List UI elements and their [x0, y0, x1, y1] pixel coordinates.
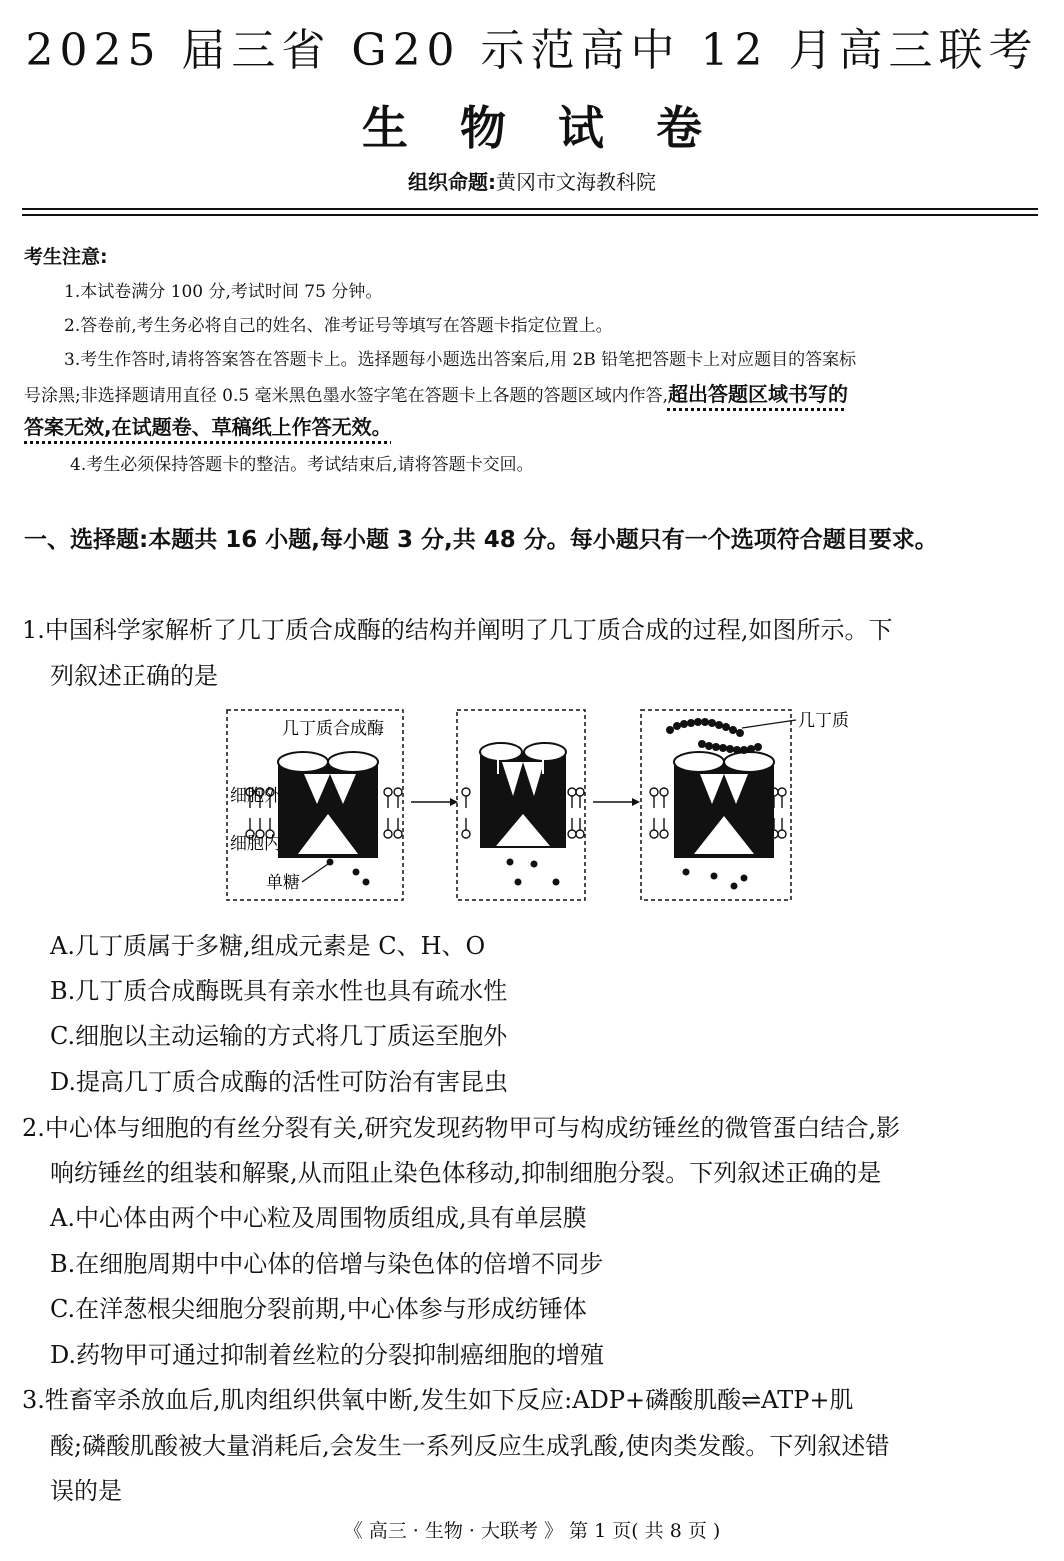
notice-item: 1.本试卷满分 100 分,考试时间 75 分钟。 — [64, 282, 383, 302]
sugar-pointer — [302, 864, 328, 882]
notice-emphasis: 超出答题区域书写的 — [667, 382, 848, 406]
question-stem: 1.中国科学家解析了几丁质合成酶的结构并阐明了几丁质合成的过程,如图所示。下 — [22, 616, 893, 644]
membrane-right-2 — [568, 788, 584, 838]
enzyme-panel-1 — [278, 752, 378, 886]
page-footer: 《 高三 · 生物 · 大联考 》 第 1 页( 共 8 页 ) — [343, 1520, 721, 1542]
option-a: A.中心体由两个中心粒及周围物质组成,具有单层膜 — [50, 1204, 587, 1232]
organizer — [0, 166, 1064, 195]
option-c: C.在洋葱根尖细胞分裂前期,中心体参与形成纺锤体 — [50, 1295, 587, 1323]
chitin-pointer — [742, 720, 796, 728]
option-d: D.提高几丁质合成酶的活性可防治有害昆虫 — [50, 1068, 509, 1096]
chitin-chain — [666, 718, 762, 754]
header-divider — [22, 214, 1038, 216]
question-stem: 列叙述正确的是 — [50, 662, 218, 690]
option-d: D.药物甲可通过抑制着丝粒的分裂抑制癌细胞的增殖 — [50, 1341, 605, 1369]
notice-item: 4.考生必须保持答题卡的整洁。考试结束后,请将答题卡交回。 — [70, 455, 534, 475]
organizer-label: 组织命题: — [408, 170, 496, 194]
enzyme-panel-3 — [674, 752, 774, 890]
label-sugar: 单糖 — [266, 873, 300, 893]
notice-emphasis: 答案无效,在试题卷、草稿纸上作答无效。 — [24, 415, 392, 439]
notice-item: 3.考生作答时,请将答案答在答题卡上。选择题每小题选出答案后,用 2B 铅笔把答题卡上对应题目的答案标 — [64, 350, 857, 370]
header-divider — [22, 208, 1038, 210]
question-stem: 误的是 — [50, 1477, 122, 1505]
option-b: B.在细胞周期中中心体的倍增与染色体的倍增不同步 — [50, 1250, 604, 1278]
organizer-name: 黄冈市文海教科院 — [496, 170, 656, 194]
notice-item — [24, 378, 848, 407]
label-chitin: 几丁质 — [798, 711, 849, 731]
option-a: A.几丁质属于多糖,组成元素是 C、H、O — [50, 932, 486, 960]
label-outside: 细胞外 — [230, 786, 281, 806]
membrane-left-3 — [650, 788, 668, 838]
enzyme-panel-2 — [480, 743, 566, 886]
notice-title: 考生注意: — [24, 246, 108, 268]
label-inside: 细胞内 — [230, 834, 281, 854]
arrow-head — [632, 798, 640, 806]
exam-title: 2025 届三省 G20 示范高中 12 月高三联考 — [25, 25, 1039, 76]
label-enzyme: 几丁质合成酶 — [282, 719, 384, 739]
membrane-right-1 — [384, 788, 402, 838]
exam-subtitle: 生物试卷 — [362, 101, 754, 155]
chitin-synthase-figure — [218, 704, 878, 904]
option-b: B.几丁质合成酶既具有亲水性也具有疏水性 — [50, 977, 508, 1005]
option-c: C.细胞以主动运输的方式将几丁质运至胞外 — [50, 1022, 508, 1050]
membrane-left-2 — [462, 788, 470, 838]
notice-item: 2.答卷前,考生务必将自己的姓名、准考证号等填写在答题卡指定位置上。 — [64, 316, 613, 336]
notice-item — [24, 411, 392, 440]
question-stem: 酸;磷酸肌酸被大量消耗后,会发生一系列反应生成乳酸,使肉类发酸。下列叙述错 — [50, 1432, 890, 1460]
section-heading: 一、选择题:本题共 16 小题,每小题 3 分,共 48 分。每小题只有一个选项符合题目要求。 — [24, 527, 938, 553]
question-stem: 响纺锤丝的组装和解聚,从而阻止染色体移动,抑制细胞分裂。下列叙述正确的是 — [50, 1159, 882, 1187]
notice-item-text: 号涂黑;非选择题请用直径 0.5 毫米黑色墨水签字笔在答题卡上各题的答题区域内作答, — [24, 386, 668, 406]
question-stem: 2.中心体与细胞的有丝分裂有关,研究发现药物甲可与构成纺锤丝的微管蛋白结合,影 — [22, 1114, 901, 1142]
question-stem: 3.牲畜宰杀放血后,肌肉组织供氧中断,发生如下反应:ADP+磷酸肌酸⇌ATP+肌 — [22, 1386, 854, 1414]
